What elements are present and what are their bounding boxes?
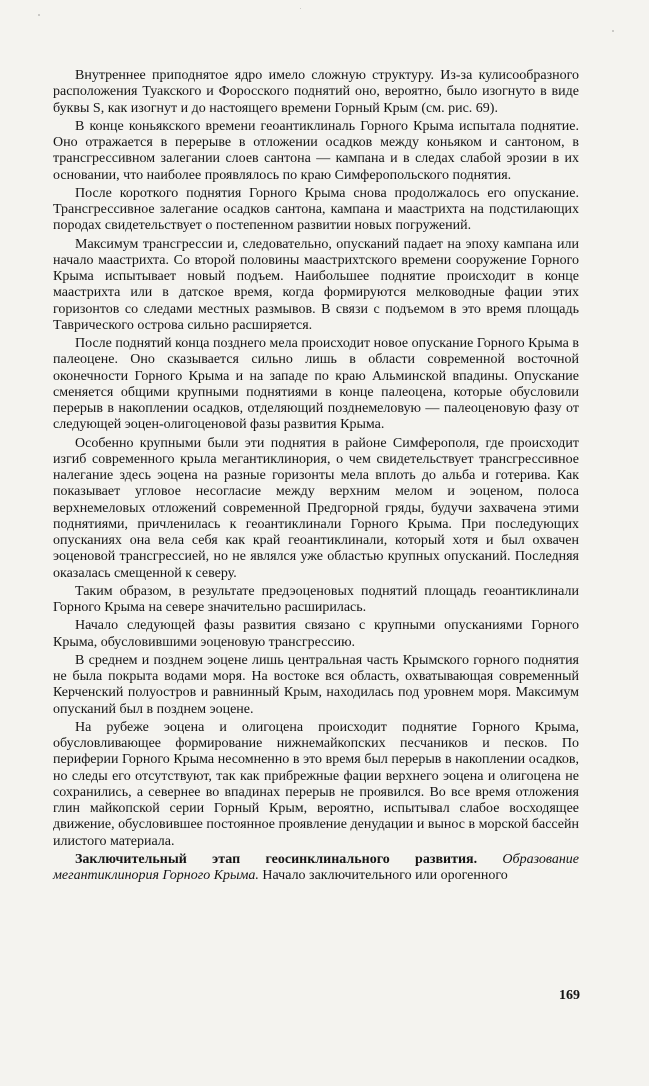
paragraph-7: Таким образом, в результате предэоценовых поднятий площадь геоантиклинали Горного Крыма на севере значительно расширилась. bbox=[53, 583, 579, 615]
paragraph-4: Максимум трансгрессии и, следовательно, опусканий падает на эпоху кампана или начало маастрихта. Со второй половины маастрихтского времени сооружение Горного Крыма испытывает новый подъем. Наибольшее поднятие происходит в конце маастрихта или в датское время, когда формируются мелководные фации этих горизонтов со следами местных размывов. В связи с подъемом в это время площадь Таврического острова сильно расширяется. bbox=[53, 236, 579, 333]
scan-speck bbox=[300, 8, 301, 9]
page-body bbox=[53, 68, 579, 886]
scan-speck bbox=[612, 30, 614, 32]
paragraph-1: Внутреннее приподнятое ядро имело сложную структуру. Из-за кулисообразного расположения Туакского и Форосского поднятий оно, вероятно, было изогнуто в виде буквы S, как изогнут и до настоящего времени Горный Крым (см. рис. 69). bbox=[53, 68, 579, 116]
section-text: Начало заключительного или орогенного bbox=[262, 868, 508, 883]
paragraph-3: После короткого поднятия Горного Крыма снова продолжалось его опускание. Трансгрессивное залегание осадков сантона, кампана и маастрихта на подстилающих породах свидетельствует о постепенном развитии новых погружений. bbox=[53, 185, 579, 234]
page-number: 169 bbox=[559, 988, 580, 1003]
scan-speck bbox=[38, 14, 40, 16]
paragraph-6: Особенно крупными были эти поднятия в районе Симферополя, где происходит изгиб современного крыла мегантиклинория, о чем свидетельствует трансгрессивное налегание здесь эоцена на разные горизонты мела вплоть до альба и готерива. Как показывает угловое несогласие между верхним мелом и эоценом, полоса верхнемеловых отложений современной Предгорной гряды, будучи захвачена этими поднятиями, причленилась к геоантиклинали Горного Крыма. При последующих опусканиях она вела себя как край геоантиклинали, который хотя и был охвачен эоценовой трансгрессией, но не являлся уже областью крупных опусканий. Последняя оказалась смещенной к северу. bbox=[53, 435, 579, 581]
paragraph-2: В конце коньякского времени геоантиклиналь Горного Крыма испытала поднятие. Оно отражается в перерыве в отложении осадков между коньяком и сантоном, в трансгрессивном залегании слоев сантона — кампана и в следах слабой эрозии в их основании, что наиболее проявлялось по краю Симферопольского поднятия. bbox=[53, 118, 579, 183]
paragraph-5: После поднятий конца позднего мела происходит новое опускание Горного Крыма в палеоцене. Оно сказывается сильно лишь в области современной восточной оконечности Горного Крыма и на западе по краю Альминской впадины. Опускание сменяется общими крупными поднятиями в конце палеоцена, которые обусловили перерыв в накоплении осадков, отделяющий позднемеловую — палеоценовую фазу от следующей эоцен-олигоценовой фазы развития Крыма. bbox=[53, 336, 579, 433]
section-heading-paragraph bbox=[53, 852, 579, 885]
section-heading: Заключительный этап геосинклинального развития. bbox=[75, 851, 478, 867]
subsection-heading: Образование мегантиклинория Горного Крыма. bbox=[53, 851, 579, 883]
paragraph-9: В среднем и позднем эоцене лишь центральная часть Крымского горного поднятия не была покрыта водами моря. На востоке вся область, охватывающая современный Керченский полуостров и равнинный Крым, находилась под уровнем моря. Максимум опусканий был в позднем эоцене. bbox=[53, 652, 579, 717]
paragraph-10: На рубеже эоцена и олигоцена происходит поднятие Горного Крыма, обусловливающее формирование нижнемайкопских песчаников и песков. По периферии Горного Крыма несомненно в это время был перерыв в накоплении осадков, но следы его отсутствуют, так как прибрежные фации верхнего эоцена и олигоцена не сохранились, а севернее во впадинах перерыв не проявился. Во все время отложения глин майкопской серии Горный Крым, вероятно, испытывал слабое восходящее движение, обусловившее постоянное проявление денудации и вынос в морской бассейн илистого материала. bbox=[53, 719, 579, 849]
paragraph-8: Начало следующей фазы развития связано с крупными опусканиями Горного Крыма, обусловившими эоценовую трансгрессию. bbox=[53, 618, 579, 650]
